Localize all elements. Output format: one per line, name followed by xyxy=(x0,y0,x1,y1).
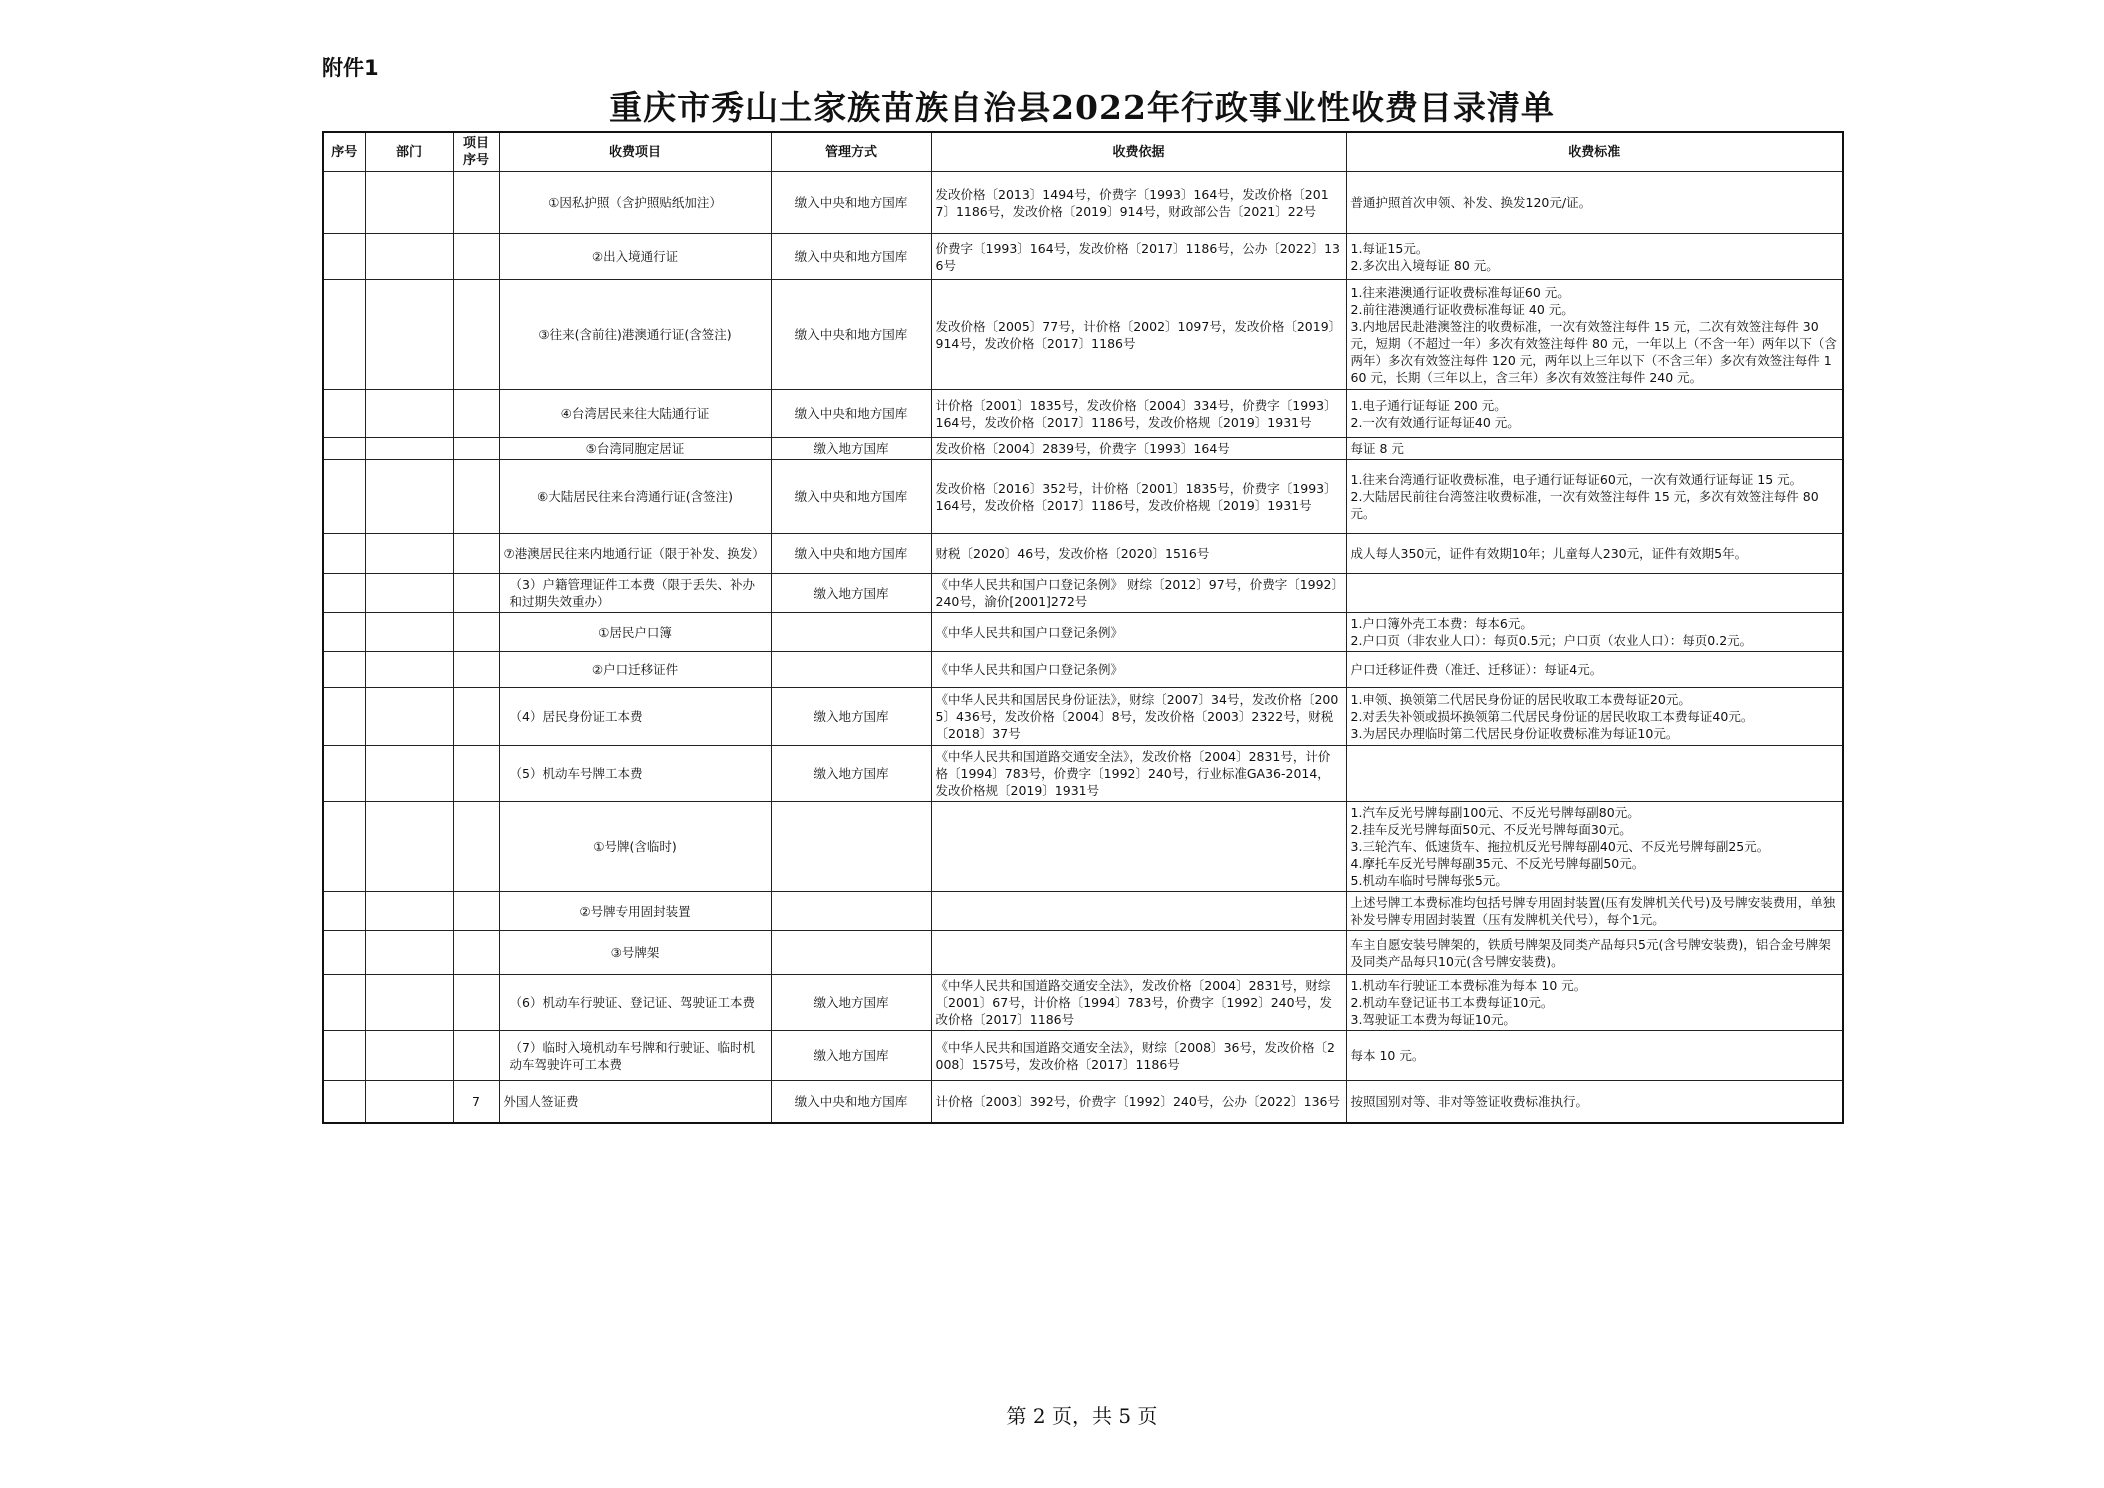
standard-line: 1.户口簿外壳工本费：每本6元。 xyxy=(1350,616,1533,631)
standard-line: 上述号牌工本费标准均包括号牌专用固封装置(压有发牌机关代号)及号牌安装费用，单独补发号牌专用固封装置（压有发牌机关代号），每个1元。 xyxy=(1350,895,1836,927)
row-management-cell: 缴入中央和地方国库 xyxy=(771,172,931,234)
row-fee-item-cell: （6）机动车行驶证、登记证、驾驶证工本费 xyxy=(499,975,771,1031)
table-row xyxy=(323,172,1843,234)
row-no-cell xyxy=(323,234,365,280)
row-item-no-cell xyxy=(453,652,499,688)
row-standard-cell xyxy=(1346,1081,1843,1123)
row-fee-item-cell: ①居民户口簿 xyxy=(499,613,771,652)
row-management-cell: 缴入中央和地方国库 xyxy=(771,1081,931,1123)
row-item-no-cell xyxy=(453,688,499,746)
row-department-cell xyxy=(365,746,453,802)
row-department-cell xyxy=(365,390,453,438)
row-standard-cell xyxy=(1346,652,1843,688)
standard-line: 2.多次出入境每证 80 元。 xyxy=(1350,257,1499,273)
standard-line: 2.挂车反光号牌每面50元、不反光号牌每面30元。 xyxy=(1350,822,1632,837)
row-department-cell xyxy=(365,931,453,975)
row-department-cell xyxy=(365,975,453,1031)
row-no-cell xyxy=(323,613,365,652)
document-title: 重庆市秀山土家族苗族自治县2022年行政事业性收费目录清单 xyxy=(609,88,1555,127)
row-fee-item-cell: （5）机动车号牌工本费 xyxy=(499,746,771,802)
row-basis-cell: 《中华人民共和国户口登记条例》 财综〔2012〕97号，价费字〔1992〕240号，渝价[2001]272号 xyxy=(931,574,1346,613)
row-management-cell: 缴入中央和地方国库 xyxy=(771,534,931,574)
standard-line: 3.内地居民赴港澳签注的收费标准，一次有效签注每件 15 元，二次有效签注每件 30 元，短期（不超过一年）多次有效签注每件 80 元，一年以上（不含一年）两年以下（含两年）多次有效签注每件 120 元，两年以上三年以下（不含三年）多次有效签注每件 160 元，长期（三年以上，含三年）多次有效签注每件 240 元。 xyxy=(1350,318,1837,385)
table-row xyxy=(323,280,1843,390)
row-fee-item-cell: （7）临时入境机动车号牌和行驶证、临时机动车驾驶许可工本费 xyxy=(499,1031,771,1081)
row-basis-cell: 计价格〔2003〕392号，价费字〔1992〕240号，公办〔2022〕136号 xyxy=(931,1081,1346,1123)
row-department-cell xyxy=(365,574,453,613)
row-department-cell xyxy=(365,892,453,931)
standard-line: 普通护照首次申领、补发、换发120元/证。 xyxy=(1350,195,1592,210)
table-header-row xyxy=(323,132,1843,172)
row-standard-cell xyxy=(1346,574,1843,613)
row-fee-item-cell: ⑤台湾同胞定居证 xyxy=(499,438,771,460)
row-management-cell: 缴入地方国库 xyxy=(771,1031,931,1081)
row-management-cell: 缴入中央和地方国库 xyxy=(771,390,931,438)
row-no-cell xyxy=(323,802,365,892)
row-standard-cell xyxy=(1346,892,1843,931)
row-department-cell xyxy=(365,1031,453,1081)
row-department-cell xyxy=(365,172,453,234)
row-item-no-cell xyxy=(453,574,499,613)
standard-line: 按照国别对等、非对等签证收费标准执行。 xyxy=(1350,1093,1589,1109)
standard-line: 2.对丢失补领或损坏换领第二代居民身份证的居民收取工本费每证40元。 xyxy=(1350,709,1754,724)
row-no-cell xyxy=(323,574,365,613)
row-basis-cell: 《中华人民共和国道路交通安全法》，财综〔2008〕36号，发改价格〔2008〕1575号，发改价格〔2017〕1186号 xyxy=(931,1031,1346,1081)
row-management-cell: 缴入中央和地方国库 xyxy=(771,280,931,390)
row-standard-cell xyxy=(1346,534,1843,574)
standard-line: 2.前往港澳通行证收费标准每证 40 元。 xyxy=(1350,301,1574,317)
row-management-cell: 缴入地方国库 xyxy=(771,746,931,802)
row-basis-cell xyxy=(931,802,1346,892)
row-no-cell xyxy=(323,746,365,802)
row-standard-cell xyxy=(1346,688,1843,746)
row-management-cell xyxy=(771,613,931,652)
row-item-no-cell xyxy=(453,438,499,460)
standard-line: 每本 10 元。 xyxy=(1350,1048,1425,1063)
row-fee-item-cell: （3）户籍管理证件工本费（限于丢失、补办和过期失效重办） xyxy=(499,574,771,613)
header-no: 序号 xyxy=(323,132,365,172)
row-fee-item-cell: ②号牌专用固封装置 xyxy=(499,892,771,931)
row-item-no-cell xyxy=(453,746,499,802)
row-item-no-cell xyxy=(453,390,499,438)
table-body xyxy=(323,172,1843,1123)
row-fee-item-cell: ①号牌(含临时) xyxy=(499,802,771,892)
row-fee-item-cell: ⑦港澳居民往来内地通行证（限于补发、换发） xyxy=(499,534,771,574)
row-no-cell xyxy=(323,280,365,390)
row-department-cell xyxy=(365,802,453,892)
row-fee-item-cell: 外国人签证费 xyxy=(499,1081,771,1123)
row-no-cell xyxy=(323,931,365,975)
table-row xyxy=(323,534,1843,574)
row-item-no-cell xyxy=(453,172,499,234)
standard-line: 3.驾驶证工本费为每证10元。 xyxy=(1350,1012,1516,1027)
table-row xyxy=(323,746,1843,802)
row-no-cell xyxy=(323,975,365,1031)
standard-line: 每证 8 元 xyxy=(1350,441,1404,456)
standard-line: 2.大陆居民前往台湾签注收费标准，一次有效签注每件 15 元，多次有效签注每件 80 元。 xyxy=(1350,489,1819,521)
standard-line: 成人每人350元，证件有效期10年；儿童每人230元，证件有效期5年。 xyxy=(1350,546,1748,561)
row-basis-cell: 《中华人民共和国户口登记条例》 xyxy=(931,613,1346,652)
row-item-no-cell xyxy=(453,975,499,1031)
row-fee-item-cell: ③号牌架 xyxy=(499,931,771,975)
row-no-cell xyxy=(323,652,365,688)
row-standard-cell xyxy=(1346,390,1843,438)
standard-line: 1.电子通行证每证 200 元。 xyxy=(1350,397,1507,413)
row-no-cell xyxy=(323,534,365,574)
row-department-cell xyxy=(365,613,453,652)
header-management: 管理方式 xyxy=(771,132,931,172)
row-no-cell xyxy=(323,438,365,460)
row-management-cell xyxy=(771,652,931,688)
table-row xyxy=(323,802,1843,892)
row-basis-cell: 《中华人民共和国道路交通安全法》，发改价格〔2004〕2831号，财综〔2001〕67号，计价格〔1994〕783号，价费字〔1992〕240号，发改价格〔2017〕1186号 xyxy=(931,975,1346,1031)
row-department-cell xyxy=(365,460,453,534)
row-basis-cell: 《中华人民共和国户口登记条例》 xyxy=(931,652,1346,688)
row-fee-item-cell: ①因私护照（含护照贴纸加注） xyxy=(499,172,771,234)
row-fee-item-cell: ④台湾居民来往大陆通行证 xyxy=(499,390,771,438)
standard-line: 2.机动车登记证书工本费每证10元。 xyxy=(1350,995,1554,1010)
row-department-cell xyxy=(365,280,453,390)
standard-line: 1.机动车行驶证工本费标准为每本 10 元。 xyxy=(1350,978,1587,993)
row-management-cell: 缴入地方国库 xyxy=(771,975,931,1031)
table-row xyxy=(323,652,1843,688)
table-row xyxy=(323,390,1843,438)
row-no-cell xyxy=(323,460,365,534)
row-standard-cell xyxy=(1346,613,1843,652)
row-fee-item-cell: ②户口迁移证件 xyxy=(499,652,771,688)
row-standard-cell xyxy=(1346,280,1843,390)
row-standard-cell xyxy=(1346,172,1843,234)
row-basis-cell: 价费字〔1993〕164号，发改价格〔2017〕1186号，公办〔2022〕136号 xyxy=(931,234,1346,280)
row-management-cell: 缴入地方国库 xyxy=(771,574,931,613)
row-item-no-cell xyxy=(453,1031,499,1081)
row-no-cell xyxy=(323,688,365,746)
row-basis-cell: 发改价格〔2013〕1494号，价费字〔1993〕164号，发改价格〔2017〕1186号，发改价格〔2019〕914号，财政部公告〔2021〕22号 xyxy=(931,172,1346,234)
row-basis-cell: 《中华人民共和国道路交通安全法》，发改价格〔2004〕2831号，计价格〔1994〕783号，价费字〔1992〕240号，行业标准GA36-2014，发改价格规〔2019〕1931号 xyxy=(931,746,1346,802)
row-item-no-cell xyxy=(453,234,499,280)
row-standard-cell xyxy=(1346,746,1843,802)
table-row xyxy=(323,234,1843,280)
row-management-cell: 缴入地方国库 xyxy=(771,438,931,460)
row-item-no-cell xyxy=(453,534,499,574)
header-department: 部门 xyxy=(365,132,453,172)
row-standard-cell xyxy=(1346,931,1843,975)
standard-line: 4.摩托车反光号牌每副35元、不反光号牌每副50元。 xyxy=(1350,856,1645,871)
table-row xyxy=(323,1081,1843,1123)
row-basis-cell: 《中华人民共和国居民身份证法》，财综〔2007〕34号，发改价格〔2005〕436号，发改价格〔2004〕8号，发改价格〔2003〕2322号，财税〔2018〕37号 xyxy=(931,688,1346,746)
row-standard-cell xyxy=(1346,975,1843,1031)
row-basis-cell: 财税〔2020〕46号，发改价格〔2020〕1516号 xyxy=(931,534,1346,574)
row-management-cell xyxy=(771,892,931,931)
row-basis-cell: 发改价格〔2016〕352号，计价格〔2001〕1835号，价费字〔1993〕164号，发改价格〔2017〕1186号，发改价格规〔2019〕1931号 xyxy=(931,460,1346,534)
header-standard: 收费标准 xyxy=(1346,132,1843,172)
table-row xyxy=(323,931,1843,975)
row-management-cell: 缴入中央和地方国库 xyxy=(771,460,931,534)
standard-line: 1.汽车反光号牌每副100元、不反光号牌每副80元。 xyxy=(1350,805,1640,820)
standard-line: 3.三轮汽车、低速货车、拖拉机反光号牌每副40元、不反光号牌每副25元。 xyxy=(1350,839,1770,854)
table-row xyxy=(323,1031,1843,1081)
standard-line: 车主自愿安装号牌架的，铁质号牌架及同类产品每只5元(含号牌安装费)，铝合金号牌架及同类产品每只10元(含号牌安装费)。 xyxy=(1350,936,1831,969)
table-row xyxy=(323,975,1843,1031)
row-no-cell xyxy=(323,172,365,234)
table-row xyxy=(323,688,1843,746)
row-management-cell xyxy=(771,802,931,892)
row-department-cell xyxy=(365,234,453,280)
table-row xyxy=(323,574,1843,613)
row-department-cell xyxy=(365,438,453,460)
row-basis-cell: 发改价格〔2004〕2839号，价费字〔1993〕164号 xyxy=(931,438,1346,460)
standard-line: 3.为居民办理临时第二代居民身份证收费标准为每证10元。 xyxy=(1350,726,1679,741)
row-item-no-cell: 7 xyxy=(453,1081,499,1123)
row-no-cell xyxy=(323,390,365,438)
page-footer: 第 2 页，共 5 页 xyxy=(1006,1404,1158,1428)
standard-line: 2.户口页（非农业人口）：每页0.5元；户口页（农业人口）：每页0.2元。 xyxy=(1350,633,1753,648)
table-row xyxy=(323,613,1843,652)
row-department-cell xyxy=(365,1081,453,1123)
row-standard-cell xyxy=(1346,234,1843,280)
row-item-no-cell xyxy=(453,280,499,390)
row-management-cell: 缴入地方国库 xyxy=(771,688,931,746)
row-no-cell xyxy=(323,1031,365,1081)
standard-line: 1.每证15元。 xyxy=(1350,240,1429,256)
table-row xyxy=(323,892,1843,931)
standard-line: 1.申领、换领第二代居民身份证的居民收取工本费每证20元。 xyxy=(1350,692,1691,707)
table-row xyxy=(323,460,1843,534)
row-standard-cell xyxy=(1346,802,1843,892)
header-fee-item: 收费项目 xyxy=(499,132,771,172)
standard-line: 5.机动车临时号牌每张5元。 xyxy=(1350,873,1508,888)
standard-line: 2.一次有效通行证每证40 元。 xyxy=(1350,414,1520,430)
attachment-label: 附件1 xyxy=(322,56,379,80)
row-basis-cell: 发改价格〔2005〕77号，计价格〔2002〕1097号，发改价格〔2019〕914号，发改价格〔2017〕1186号 xyxy=(931,280,1346,390)
standard-line: 1.往来台湾通行证收费标准，电子通行证每证60元，一次有效通行证每证 15 元。 xyxy=(1350,472,1803,487)
row-basis-cell: 计价格〔2001〕1835号，发改价格〔2004〕334号，价费字〔1993〕164号，发改价格〔2017〕1186号，发改价格规〔2019〕1931号 xyxy=(931,390,1346,438)
row-item-no-cell xyxy=(453,460,499,534)
row-item-no-cell xyxy=(453,892,499,931)
row-item-no-cell xyxy=(453,802,499,892)
row-item-no-cell xyxy=(453,613,499,652)
row-management-cell: 缴入中央和地方国库 xyxy=(771,234,931,280)
row-basis-cell xyxy=(931,892,1346,931)
row-fee-item-cell: （4）居民身份证工本费 xyxy=(499,688,771,746)
row-standard-cell xyxy=(1346,460,1843,534)
row-standard-cell xyxy=(1346,1031,1843,1081)
table-row xyxy=(323,438,1843,460)
fee-catalog-table xyxy=(322,131,1844,1124)
header-basis: 收费依据 xyxy=(931,132,1346,172)
row-department-cell xyxy=(365,652,453,688)
row-fee-item-cell: ③往来(含前往)港澳通行证(含签注) xyxy=(499,280,771,390)
standard-line: 户口迁移证件费（准迁、迁移证）：每证4元。 xyxy=(1350,662,1603,677)
standard-line: 1.往来港澳通行证收费标准每证60 元。 xyxy=(1350,284,1570,300)
row-department-cell xyxy=(365,534,453,574)
row-item-no-cell xyxy=(453,931,499,975)
row-department-cell xyxy=(365,688,453,746)
header-item-no: 项目序号 xyxy=(453,132,499,172)
row-fee-item-cell: ⑥大陆居民往来台湾通行证(含签注) xyxy=(499,460,771,534)
row-management-cell xyxy=(771,931,931,975)
row-standard-cell xyxy=(1346,438,1843,460)
row-basis-cell xyxy=(931,931,1346,975)
row-no-cell xyxy=(323,1081,365,1123)
row-no-cell xyxy=(323,892,365,931)
row-fee-item-cell: ②出入境通行证 xyxy=(499,234,771,280)
